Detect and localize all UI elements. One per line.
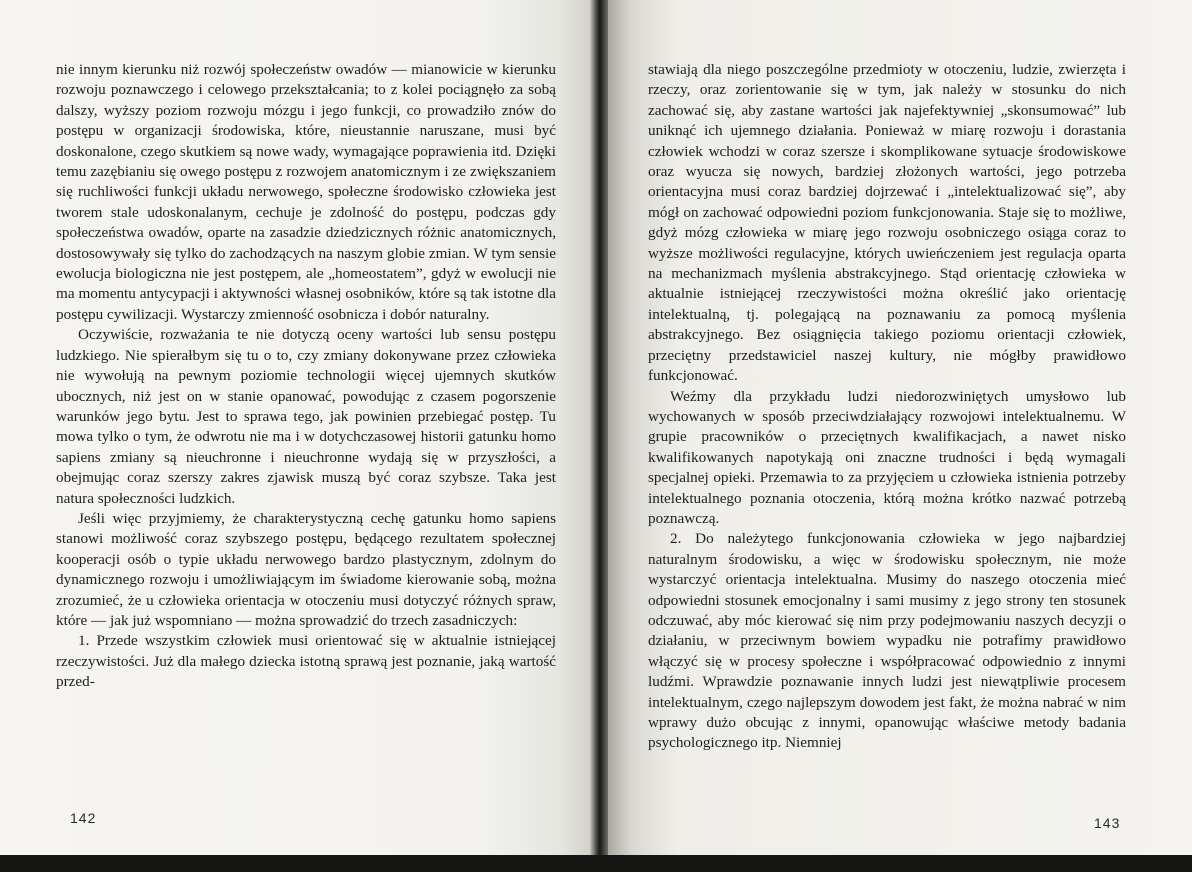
paragraph: Oczywiście, rozważania te nie dotyczą oceny wartości lub sensu postępu ludzkiego. Nie spierałbym się tu o to, czy zmiany dokonywane przez człowieka nie wywołują na pewnym poziomie technologii więcej ujemnych skutków ubocznych, niż jest on w stanie opanować, powodując z czasem pogorszenie warunków jego bytu. Jest to sprawa tego, jak powinien przebiegać postęp. Tu mowa tylko o tym, że odwrotu nie ma i w dotychczasowej historii gatunku homo sapiens zmiany są nieuchronne i nieuchronne wydają się w przyszłości, a obejmując coraz szerszy zakres zjawisk muszą być coraz szybsze. Taka jest natura społeczności ludzkich. (56, 326, 556, 507)
right-page-text (648, 60, 1126, 754)
paragraph: 2. Do należytego funkcjonowania człowieka w jego najbardziej naturalnym środowisku, a więc w środowisku społecznym, nie może wystarczyć orientacja intelektualna. Musimy do naszego otoczenia mieć odpowiedni stosunek emocjonalny i sami musimy z jego strony ten stosunek odczuwać, aby móc kierować się nim przy podejmowaniu naszych decyzji o działaniu, w przeciwnym bowiem wypadku nie potrafimy prawidłowo włączyć się w procesy społeczne i współpracować odpowiednio z innymi ludźmi. Wprawdzie poznawanie innych ludzi jest niewątpliwie procesem intelektualnym, czego najlepszym dowodem jest fakt, że można nabrać w nim wprawy dużo obcując z innymi, opanowując właściwe metody badania psychologicznego itp. Niemniej (648, 530, 1126, 752)
scan-bottom-edge (0, 855, 1192, 872)
right-page (596, 0, 1192, 855)
page-number-left: 142 (70, 810, 97, 826)
book-gutter (590, 0, 608, 872)
paragraph: Jeśli więc przyjmiemy, że charakterystyczną cechę gatunku homo sapiens stanowi możliwość coraz szybszego postępu, będącego rezultatem społecznej kooperacji osób o typie układu nerwowego bardzo plastycznym, zdolnym do dynamicznego rozwoju i umożliwiającym im świadome kierowanie sobą, można zrozumieć, że u człowieka orientacja w otoczeniu musi dotyczyć różnych spraw, które — jak już wspomniano — można sprowadzić do trzech zasadniczych: (56, 509, 556, 629)
paragraph: Weźmy dla przykładu ludzi niedorozwiniętych umysłowo lub wychowanych w sposób przeciwdziałający rozwojowi intelektualnemu. W grupie pracowników o przeciętnych kwalifikacjach, a nawet nisko kwalifikowanych napotykają oni znaczne trudności i będą wymagali specjalnej opieki. Przemawia to za przyjęciem u człowieka istnienia potrzeby intelektualnego poznania otoczenia, którą można krótko nazwać potrzebą poznawczą. (648, 387, 1126, 527)
page-number-right: 143 (1094, 815, 1121, 831)
left-page-text (56, 60, 556, 693)
paragraph: stawiają dla niego poszczególne przedmioty w otoczeniu, ludzie, zwierzęta i rzeczy, oraz zorientowanie się w tym, jak należy w stosunku do nich zachować się, aby zastane wartości jak najefektywniej „skonsumować” lub uniknąć ich ujemnego działania. Ponieważ w miarę rozwoju i dorastania człowiek wchodzi w coraz szersze i skomplikowane sytuacje środowiskowe oraz wyucza się nowych, bardziej złożonych wartości, jego potrzeba orientacyjna musi coraz bardziej dojrzewać i „intelektualizować się”, aby mógł on zachować odpowiedni poziom funkcjonowania. Staje się to możliwe, gdyż mózg człowieka w miarę jego rozwoju osobniczego osiąga coraz to wyższe możliwości regulacyjne, których uwieńczeniem jest regulacja oparta na mechanizmach myślenia abstrakcyjnego. Stąd orientację człowieka w aktualnie istniejącej rzeczywistości można określić jako orientację intelektualną, tj. polegającą na poznawaniu za pomocą myślenia abstrakcyjnego. Bez osiągnięcia takiego poziomu orientacji człowiek, przeciętny przedstawiciel naszej kultury, nie mógłby prawidłowo funkcjonować. (648, 61, 1126, 385)
paragraph: nie innym kierunku niż rozwój społeczeństw owadów — mianowicie w kierunku rozwoju poznawczego i celowego przekształcania; to z kolei pociągnęło za sobą dalszy, wyższy poziom rozwoju mózgu i jego funkcji, co prowadziło znów do postępu w organizacji środowiska, które, nieustannie naruszane, musi być doskonalone, czego skutkiem są nowe wady, wymagające poprawienia itd. Dzięki temu zazębianiu się owego postępu z rozwojem anatomicznym i ze zwiększaniem się ruchliwości funkcji układu nerwowego, społeczne środowisko człowieka jest tworem stale udoskonalanym, cechuje je zdolność do postępu, podczas gdy społeczeństwa owadów, oparte na zasadzie dziedzicznych różnic anatomicznych, dostosowywały się tylko do zachodzących na naszym globie zmian. W tym sensie ewolucja biologiczna nie jest postępem, ale „homeostatem”, gdyż w ewolucji nie ma momentu antycypacji i aktywności własnej osobników, które są tak istotne dla postępu cywilizacji. Wystarczy zmienność osobnicza i dobór naturalny. (56, 61, 556, 323)
left-page (0, 0, 596, 855)
paragraph: 1. Przede wszystkim człowiek musi orientować się w aktualnie istniejącej rzeczywistości. Już dla małego dziecka istotną sprawą jest poznanie, jaką wartość przed- (56, 632, 556, 691)
